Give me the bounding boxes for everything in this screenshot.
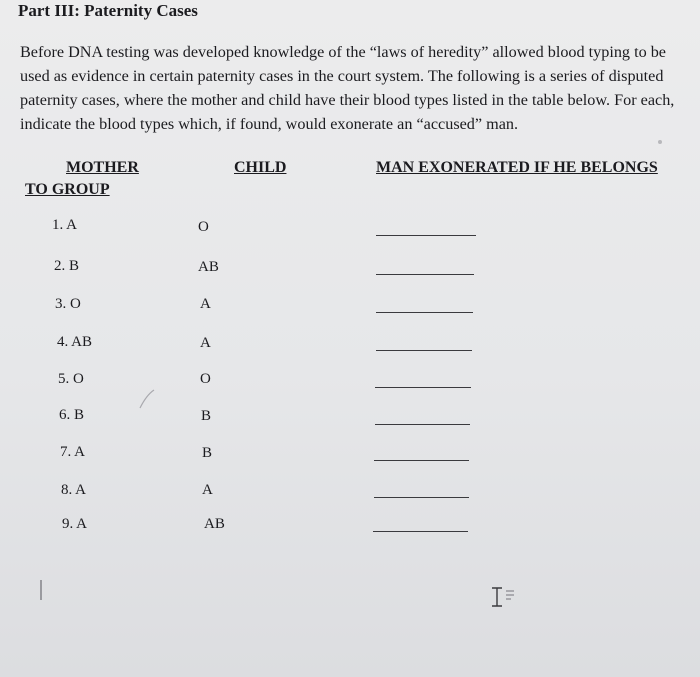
child-cell: O	[198, 219, 209, 235]
child-cell: AB	[198, 259, 219, 275]
child-cell: B	[201, 408, 212, 424]
child-cell: A	[200, 296, 211, 312]
intro-paragraph: Before DNA testing was developed knowledge of the “laws of heredity” allowed blood typing to be used as evidence in certain paternity cases in the court system. The following is a series of disputed paternity cases, where the mother and child have their blood types listed in the table below. For each, indicate the blood types which, if found, would exonerate an “accused” man.	[20, 43, 675, 133]
page-title: Part III: Paternity Cases	[18, 1, 198, 20]
mother-cell: 9. A	[62, 516, 88, 532]
child-cell: A	[202, 482, 213, 498]
text-cursor-icon	[489, 586, 519, 610]
answer-blank[interactable]	[376, 235, 476, 236]
answer-blank[interactable]	[376, 350, 472, 351]
header-to-group: TO GROUP	[25, 181, 110, 198]
mother-cell: 5. O	[58, 371, 84, 387]
header-child: CHILD	[234, 159, 287, 176]
answer-blank[interactable]	[375, 424, 470, 425]
child-cell: B	[202, 445, 213, 461]
mother-cell: 6. B	[59, 407, 85, 423]
answer-blank[interactable]	[374, 497, 469, 498]
header-mother: MOTHER	[66, 159, 139, 176]
mother-cell: 8. A	[61, 482, 87, 498]
child-cell: A	[200, 335, 211, 351]
pencil-mark	[36, 578, 46, 608]
answer-blank[interactable]	[373, 531, 468, 532]
mother-cell: 4. AB	[57, 334, 93, 350]
pencil-mark	[130, 386, 160, 416]
answer-blank[interactable]	[376, 274, 474, 275]
answer-blank[interactable]	[375, 387, 471, 388]
pencil-dot	[655, 137, 665, 147]
child-cell: AB	[204, 516, 225, 532]
mother-cell: 1. A	[52, 217, 78, 233]
mother-cell: 7. A	[60, 444, 86, 460]
answer-blank[interactable]	[374, 460, 469, 461]
mother-cell: 3. O	[55, 296, 81, 312]
header-man-exonerated: MAN EXONERATED IF HE BELONGS	[376, 159, 658, 176]
answer-blank[interactable]	[376, 312, 473, 313]
child-cell: O	[200, 371, 211, 387]
mother-cell: 2. B	[54, 258, 80, 274]
